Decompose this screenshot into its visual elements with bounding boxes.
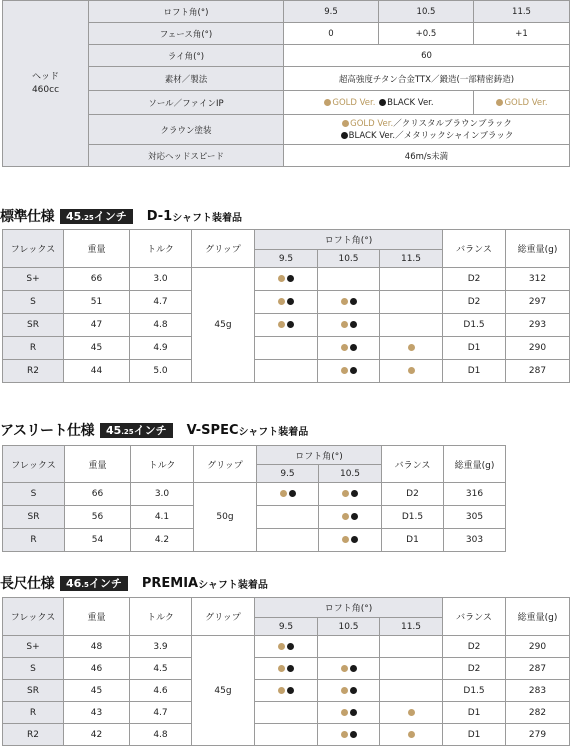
availability-cell: [255, 702, 318, 724]
gold-dot-icon: [278, 687, 285, 694]
loft-col: 9.5: [255, 618, 318, 636]
flex-cell: R: [3, 337, 64, 360]
gold-dot-icon: [408, 709, 415, 716]
headspeed-value: 46m/s未満: [284, 145, 570, 167]
black-dot-icon: [350, 321, 357, 328]
row-label-material: 素材／製法: [89, 67, 284, 91]
torque-cell: 3.0: [131, 483, 194, 506]
availability-cell: [380, 291, 443, 314]
torque-cell: 4.2: [131, 529, 194, 552]
availability-cell: [380, 724, 443, 746]
loft-col: 10.5: [318, 618, 380, 636]
row-label-loft: ロフト角(°): [89, 1, 284, 23]
availability-cell: [318, 702, 380, 724]
torque-header: トルク: [131, 446, 194, 483]
weight-header: 重量: [64, 598, 130, 636]
face-value: +1: [474, 23, 570, 45]
total-weight-header: 総重量(g): [506, 598, 570, 636]
gold-dot-icon: [341, 687, 348, 694]
long-spec-table: [2, 597, 570, 746]
gold-version-label: GOLD Ver.: [332, 97, 376, 108]
weight-cell: 56: [65, 506, 131, 529]
length-unit: インチ: [133, 423, 167, 437]
availability-cell: [380, 636, 443, 658]
total-weight-cell: 279: [506, 724, 570, 746]
total-weight-cell: 305: [444, 506, 506, 529]
availability-cell: [380, 360, 443, 383]
flex-header: フレックス: [3, 446, 65, 483]
loft-value: 11.5: [474, 1, 570, 23]
availability-cell: [255, 337, 318, 360]
black-dot-icon: [350, 367, 357, 374]
black-dot-icon: [287, 687, 294, 694]
torque-cell: 4.8: [130, 314, 192, 337]
black-dot-icon: [287, 665, 294, 672]
face-value: +0.5: [379, 23, 474, 45]
gold-dot-icon: [280, 490, 287, 497]
gold-dot-icon: [324, 99, 331, 106]
black-version-label: BLACK Ver.: [348, 130, 396, 141]
availability-cell: [380, 658, 443, 680]
flex-cell: SR: [3, 314, 64, 337]
table-row: [3, 658, 570, 680]
balance-cell: D2: [443, 658, 506, 680]
head-spec-table: [2, 0, 570, 167]
balance-header: バランス: [443, 230, 506, 268]
availability-cell: [319, 529, 382, 552]
black-dot-icon: [287, 321, 294, 328]
total-weight-cell: 293: [506, 314, 570, 337]
flex-cell: SR: [3, 506, 65, 529]
weight-cell: 45: [64, 680, 130, 702]
black-dot-icon: [350, 731, 357, 738]
row-label-headspeed: 対応ヘッドスピード: [89, 145, 284, 167]
balance-cell: D1.5: [443, 680, 506, 702]
length-main: 45: [105, 423, 122, 437]
gold-dot-icon: [278, 298, 285, 305]
flex-cell: S+: [3, 268, 64, 291]
head-label: ヘッド: [31, 71, 59, 82]
availability-cell: [318, 636, 380, 658]
length-badge: [60, 576, 128, 591]
loft-col: 10.5: [319, 465, 382, 483]
table-row: [3, 680, 570, 702]
total-weight-cell: 290: [506, 337, 570, 360]
loft-value: 9.5: [284, 1, 379, 23]
availability-cell: [380, 314, 443, 337]
flex-cell: R: [3, 702, 64, 724]
black-dot-icon: [287, 275, 294, 282]
gold-dot-icon: [342, 536, 349, 543]
loft-col: 9.5: [257, 465, 319, 483]
crown-black-color: ／メタリックシャインブラック: [395, 130, 514, 141]
availability-cell: [257, 529, 319, 552]
section-title: 長尺仕様: [0, 576, 54, 592]
gold-dot-icon: [278, 275, 285, 282]
sole-value: [284, 91, 474, 115]
table-row: [3, 268, 570, 291]
lie-value: 60: [284, 45, 570, 67]
grip-header: グリップ: [192, 230, 255, 268]
material-value: 超高強度チタン合金TTX／鍛造(一部精密鋳造): [284, 67, 570, 91]
weight-cell: 66: [64, 268, 130, 291]
torque-cell: 4.6: [130, 680, 192, 702]
loft-header: ロフト角(°): [257, 446, 382, 465]
loft-header: ロフト角(°): [255, 230, 443, 250]
total-weight-cell: 297: [506, 291, 570, 314]
balance-cell: D1: [443, 337, 506, 360]
balance-header: バランス: [443, 598, 506, 636]
gold-dot-icon: [341, 731, 348, 738]
black-dot-icon: [289, 490, 296, 497]
black-dot-icon: [287, 643, 294, 650]
black-dot-icon: [351, 490, 358, 497]
length-unit: インチ: [88, 576, 122, 590]
length-badge: [60, 209, 133, 224]
balance-cell: D2: [382, 483, 444, 506]
balance-header: バランス: [382, 446, 444, 483]
torque-cell: 4.7: [130, 291, 192, 314]
shaft-suffix: シャフト装着品: [198, 579, 268, 591]
balance-cell: D2: [443, 268, 506, 291]
total-weight-cell: 282: [506, 702, 570, 724]
length-decimal: .25: [81, 213, 94, 222]
flex-cell: R2: [3, 724, 64, 746]
head-side-label: [3, 1, 89, 167]
gold-version-label: GOLD Ver.: [504, 97, 548, 108]
torque-cell: 4.8: [130, 724, 192, 746]
gold-dot-icon: [496, 99, 503, 106]
flex-header: フレックス: [3, 230, 64, 268]
torque-cell: 4.9: [130, 337, 192, 360]
availability-cell: [380, 680, 443, 702]
availability-cell: [257, 506, 319, 529]
long-section-title: [0, 573, 268, 593]
total-weight-cell: 312: [506, 268, 570, 291]
weight-cell: 45: [64, 337, 130, 360]
table-row: [3, 360, 570, 383]
flex-cell: S: [3, 291, 64, 314]
black-version-label: BLACK Ver.: [387, 97, 434, 108]
sole-value-115: [474, 91, 570, 115]
availability-cell: [255, 680, 318, 702]
balance-cell: D2: [443, 291, 506, 314]
availability-cell: [380, 702, 443, 724]
athlete-section-title: [0, 420, 308, 440]
availability-cell: [318, 724, 380, 746]
row-label-crown: クラウン塗装: [89, 115, 284, 145]
total-weight-cell: 303: [444, 529, 506, 552]
athlete-spec-table: [2, 445, 506, 552]
availability-cell: [255, 268, 318, 291]
weight-cell: 42: [64, 724, 130, 746]
head-volume: 460cc: [31, 84, 60, 95]
black-dot-icon: [287, 298, 294, 305]
row-label-face: フェース角(°): [89, 23, 284, 45]
gold-dot-icon: [341, 367, 348, 374]
availability-cell: [255, 724, 318, 746]
black-dot-icon: [350, 687, 357, 694]
total-weight-header: 総重量(g): [506, 230, 570, 268]
weight-cell: 43: [64, 702, 130, 724]
availability-cell: [255, 658, 318, 680]
table-row: [3, 337, 570, 360]
gold-dot-icon: [341, 709, 348, 716]
weight-header: 重量: [64, 230, 130, 268]
availability-cell: [380, 268, 443, 291]
flex-cell: S: [3, 658, 64, 680]
weight-header: 重量: [65, 446, 131, 483]
grip-header: グリップ: [194, 446, 257, 483]
shaft-name: PREMIA: [141, 575, 199, 591]
flex-cell: S+: [3, 636, 64, 658]
gold-dot-icon: [341, 344, 348, 351]
gold-dot-icon: [342, 490, 349, 497]
balance-cell: D1: [443, 360, 506, 383]
crown-gold-color: ／クリスタルブラウンブラック: [393, 118, 512, 129]
availability-cell: [257, 483, 319, 506]
section-title: 標準仕様: [0, 209, 54, 225]
availability-cell: [318, 291, 380, 314]
balance-cell: D1.5: [443, 314, 506, 337]
total-weight-cell: 316: [444, 483, 506, 506]
table-row: [3, 291, 570, 314]
black-dot-icon: [350, 298, 357, 305]
torque-cell: 5.0: [130, 360, 192, 383]
shaft-suffix: シャフト装着品: [172, 212, 243, 224]
loft-col: 11.5: [380, 250, 443, 268]
loft-col: 11.5: [380, 618, 443, 636]
face-value: 0: [284, 23, 379, 45]
torque-cell: 3.0: [130, 268, 192, 291]
torque-cell: 4.5: [130, 658, 192, 680]
black-dot-icon: [351, 513, 358, 520]
black-dot-icon: [350, 344, 357, 351]
grip-cell: 45g: [192, 268, 255, 383]
weight-cell: 46: [64, 658, 130, 680]
row-label-sole: ソール／ファインIP: [89, 91, 284, 115]
table-row: [3, 483, 506, 506]
length-unit: インチ: [93, 209, 127, 223]
flex-cell: R: [3, 529, 65, 552]
black-dot-icon: [379, 99, 386, 106]
gold-dot-icon: [278, 321, 285, 328]
black-dot-icon: [350, 709, 357, 716]
flex-header: フレックス: [3, 598, 64, 636]
gold-dot-icon: [342, 513, 349, 520]
length-main: 45: [66, 209, 82, 223]
weight-cell: 47: [64, 314, 130, 337]
shaft-name: D-1: [146, 208, 173, 224]
black-dot-icon: [341, 132, 348, 139]
total-weight-header: 総重量(g): [444, 446, 506, 483]
gold-dot-icon: [408, 344, 415, 351]
total-weight-cell: 290: [506, 636, 570, 658]
balance-cell: D2: [443, 636, 506, 658]
length-decimal: .25: [121, 427, 134, 436]
grip-cell: 45g: [192, 636, 255, 746]
availability-cell: [318, 360, 380, 383]
table-row: [3, 702, 570, 724]
availability-cell: [255, 360, 318, 383]
grip-header: グリップ: [192, 598, 255, 636]
total-weight-cell: 283: [506, 680, 570, 702]
flex-cell: SR: [3, 680, 64, 702]
gold-dot-icon: [341, 665, 348, 672]
balance-cell: D1: [443, 702, 506, 724]
shaft-suffix: シャフト装着品: [238, 426, 309, 438]
weight-cell: 51: [64, 291, 130, 314]
black-dot-icon: [350, 665, 357, 672]
torque-cell: 4.7: [130, 702, 192, 724]
loft-header: ロフト角(°): [255, 598, 443, 618]
availability-cell: [255, 314, 318, 337]
black-dot-icon: [351, 536, 358, 543]
loft-col: 9.5: [255, 250, 318, 268]
table-row: [3, 314, 570, 337]
availability-cell: [318, 680, 380, 702]
gold-dot-icon: [408, 731, 415, 738]
weight-cell: 54: [65, 529, 131, 552]
torque-cell: 3.9: [130, 636, 192, 658]
balance-cell: D1.5: [382, 506, 444, 529]
gold-dot-icon: [408, 367, 415, 374]
availability-cell: [319, 506, 382, 529]
gold-dot-icon: [278, 643, 285, 650]
total-weight-cell: 287: [506, 658, 570, 680]
total-weight-cell: 287: [506, 360, 570, 383]
gold-dot-icon: [341, 298, 348, 305]
availability-cell: [318, 314, 380, 337]
standard-spec-table: [2, 229, 570, 383]
availability-cell: [319, 483, 382, 506]
gold-dot-icon: [341, 321, 348, 328]
length-badge: [100, 423, 173, 438]
torque-cell: 4.1: [131, 506, 194, 529]
loft-value: 10.5: [379, 1, 474, 23]
gold-dot-icon: [278, 665, 285, 672]
weight-cell: 48: [64, 636, 130, 658]
length-decimal: .5: [81, 580, 89, 589]
standard-section-title: [0, 206, 242, 226]
weight-cell: 44: [64, 360, 130, 383]
balance-cell: D1: [382, 529, 444, 552]
weight-cell: 66: [65, 483, 131, 506]
torque-header: トルク: [130, 598, 192, 636]
loft-col: 10.5: [318, 250, 380, 268]
row-label-lie: ライ角(°): [89, 45, 284, 67]
balance-cell: D1: [443, 724, 506, 746]
flex-cell: S: [3, 483, 65, 506]
flex-cell: R2: [3, 360, 64, 383]
gold-version-label: GOLD Ver.: [350, 118, 394, 129]
grip-cell: 50g: [194, 483, 257, 552]
crown-value: [284, 115, 570, 145]
availability-cell: [380, 337, 443, 360]
availability-cell: [318, 268, 380, 291]
section-title: アスリート仕様: [0, 423, 94, 439]
availability-cell: [255, 636, 318, 658]
table-row: [3, 636, 570, 658]
length-main: 46: [66, 576, 82, 590]
availability-cell: [318, 658, 380, 680]
table-row: [3, 724, 570, 746]
gold-dot-icon: [342, 120, 349, 127]
availability-cell: [318, 337, 380, 360]
torque-header: トルク: [130, 230, 192, 268]
availability-cell: [255, 291, 318, 314]
shaft-name: V-SPEC: [186, 422, 239, 438]
